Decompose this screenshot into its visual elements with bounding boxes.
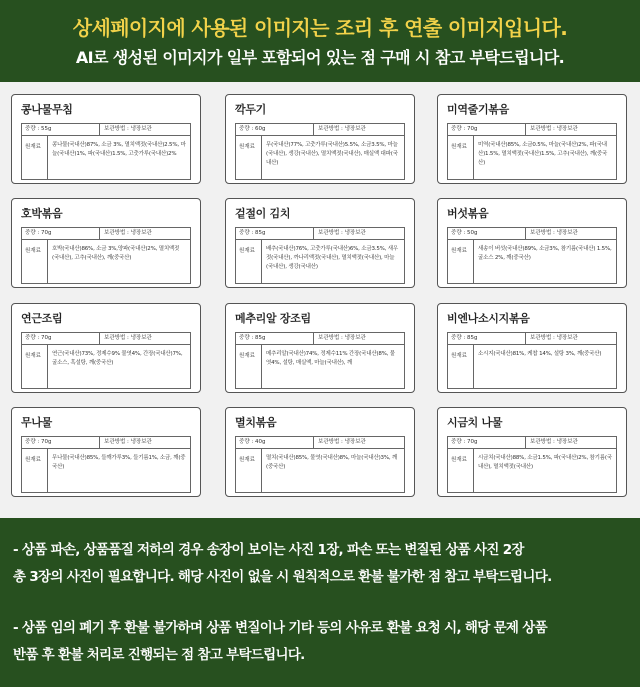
product-storage: 보관방법 : 냉장보관: [104, 439, 152, 445]
notice-line: 반품 후 환불 처리로 진행되는 점 참고 부탁드립니다.: [13, 647, 305, 663]
product-ingredients: 메추리알(국내산)74%, 정제수11% 간장(국내산)8%, 물엿4%, 설탕, 매실액, 마늘(국내산), 깨: [266, 351, 395, 366]
product-meta-row: [21, 332, 191, 345]
product-card: [11, 94, 201, 184]
product-ingredients-row: [21, 345, 191, 389]
product-meta-row: [447, 436, 617, 449]
product-ingredients: 시금치(국내산)88%, 소금1.5%, 파(국내산)2%, 참기름(국내산), 멸치액젓(국내산): [478, 455, 612, 470]
product-weight: 중량 : 70g: [22, 333, 100, 344]
product-meta-row: [447, 227, 617, 240]
ingredients-label: 원재료: [236, 240, 262, 283]
product-ingredients: 미역(국내산)85%, 소금0.5%, 마늘(국내산)2%, 파(국내산)1.5%, 멸치액젓(국내산)1.5%, 고추(국내산), 깨(중국산): [478, 142, 608, 166]
ingredients-label: 원재료: [236, 449, 262, 492]
ingredients-label: 원재료: [236, 345, 262, 388]
notice-line: 총 3장의 사진이 필요합니다. 해당 사진이 없을 시 원칙적으로 환불 불가한 점 참고 부탁드립니다.: [13, 569, 552, 585]
product-weight: 중량 : 70g: [448, 437, 526, 448]
product-weight: 중량 : 50g: [448, 228, 526, 239]
product-storage: 보관방법 : 냉장보관: [318, 230, 366, 236]
product-ingredients-row: [21, 136, 191, 180]
product-info-grid: [0, 82, 640, 518]
refund-policy-banner: [0, 518, 640, 687]
product-ingredients-row: [21, 240, 191, 284]
product-meta-row: [235, 332, 405, 345]
notice-line: - 상품 임의 폐기 후 환불 불가하며 상품 변질이나 기타 등의 사유로 환불 요청 시, 해당 문제 상품: [13, 620, 547, 636]
product-ingredients-row: [21, 449, 191, 493]
product-meta-row: [21, 436, 191, 449]
product-meta-row: [21, 123, 191, 136]
product-ingredients: 호박(국내산)86%, 소금 3%,양파(국내산)2%, 멸치액젓(국내산), 고추(국내산), 깨(중국산): [52, 246, 180, 261]
product-name: 겉절이 김치: [235, 207, 291, 220]
product-weight: 중량 : 40g: [236, 437, 314, 448]
ingredients-label: 원재료: [22, 345, 48, 388]
product-weight: 중량 : 85g: [236, 228, 314, 239]
product-weight: 중량 : 60g: [236, 124, 314, 135]
ingredients-label: 원재료: [22, 240, 48, 283]
product-card: [437, 303, 627, 393]
product-card: [11, 407, 201, 497]
product-card: [11, 198, 201, 288]
product-ingredients: 무나물(국내산)85%, 들깨가루3%, 들기름1%, 소금, 깨(중국산): [52, 455, 186, 470]
product-weight: 중량 : 85g: [236, 333, 314, 344]
product-meta-row: [21, 227, 191, 240]
ingredients-label: 원재료: [448, 240, 474, 283]
product-ingredients: 새송이 버섯(국내산)89%, 소금3%, 참기름(국내산) 1.5%, 굴소스 2%, 깨(중국산): [478, 246, 612, 261]
product-card: [225, 303, 415, 393]
product-ingredients: 연근(국내산)73%, 정제수9% 물엿4%, 간장(국내산)7%, 굴소스, 흑설탕, 깨(중국산): [52, 351, 183, 366]
product-card: [225, 198, 415, 288]
product-weight: 중량 : 70g: [22, 437, 100, 448]
product-name: 멸치볶음: [235, 416, 277, 429]
product-ingredients-row: [447, 240, 617, 284]
product-name: 미역줄기볶음: [447, 103, 509, 116]
product-storage: 보관방법 : 냉장보관: [530, 230, 578, 236]
product-ingredients: 콩나물(국내산)87%, 소금 3%, 멸치액젓(국내산)2.5%, 마늘(국내산)1%, 파(국내산)1.5%, 고춧가루(국내산)2%: [52, 142, 186, 157]
product-weight: 중량 : 55g: [22, 124, 100, 135]
damage-photo-notice: [13, 537, 633, 591]
product-weight: 중량 : 70g: [448, 124, 526, 135]
product-name: 콩나물무침: [21, 103, 73, 116]
product-ingredients-row: [235, 345, 405, 389]
ingredients-label: 원재료: [448, 449, 474, 492]
product-storage: 보관방법 : 냉장보관: [104, 230, 152, 236]
product-meta-row: [447, 332, 617, 345]
product-ingredients: 배추(국내산)76%, 고춧가루(국내산)6%, 소금3.5%, 새우젓(국내산), 까나리액젓(국내산), 멸치액젓(국내산), 마늘(국내산), 생강(국내산): [266, 246, 399, 270]
product-card: [225, 407, 415, 497]
product-ingredients-row: [447, 345, 617, 389]
product-weight: 중량 : 70g: [22, 228, 100, 239]
ingredients-label: 원재료: [22, 136, 48, 179]
product-card: [437, 407, 627, 497]
product-name: 비엔나소시지볶음: [447, 312, 530, 325]
product-storage: 보관방법 : 냉장보관: [530, 439, 578, 445]
ingredients-label: 원재료: [22, 449, 48, 492]
product-name: 시금치 나물: [447, 416, 503, 429]
ingredients-label: 원재료: [448, 136, 474, 179]
product-storage: 보관방법 : 냉장보관: [530, 335, 578, 341]
product-storage: 보관방법 : 냉장보관: [104, 126, 152, 132]
product-card: [437, 94, 627, 184]
product-meta-row: [235, 123, 405, 136]
product-card: [225, 94, 415, 184]
product-meta-row: [235, 227, 405, 240]
product-ingredients-row: [235, 240, 405, 284]
product-name: 호박볶음: [21, 207, 63, 220]
product-storage: 보관방법 : 냉장보관: [530, 126, 578, 132]
product-storage: 보관방법 : 냉장보관: [318, 335, 366, 341]
product-name: 메추리알 장조림: [235, 312, 311, 325]
product-ingredients-row: [235, 136, 405, 180]
product-name: 연근조림: [21, 312, 63, 325]
product-ingredients-row: [447, 136, 617, 180]
product-name: 버섯볶음: [447, 207, 489, 220]
product-meta-row: [447, 123, 617, 136]
product-card: [11, 303, 201, 393]
product-weight: 중량 : 85g: [448, 333, 526, 344]
product-card: [437, 198, 627, 288]
product-ingredients: 무(국내산)77%, 고춧가루(국내산)5.5%, 소금3.5%, 마늘(국내산), 생강(국내산), 멸치액젓(국내산), 매실액 대파(국내산): [266, 142, 398, 166]
product-name: 깍두기: [235, 103, 266, 116]
product-meta-row: [235, 436, 405, 449]
image-disclaimer-headline: 상세페이지에 사용된 이미지는 조리 후 연출 이미지입니다.: [72, 16, 568, 40]
product-name: 무나물: [21, 416, 52, 429]
product-ingredients-row: [235, 449, 405, 493]
top-notice-banner: [0, 0, 640, 82]
product-ingredients: 소시지(국내산)81%, 케찹 14%, 설탕 3%, 깨(중국산): [478, 351, 602, 357]
product-ingredients-row: [447, 449, 617, 493]
disposal-refund-notice: [13, 615, 633, 669]
product-storage: 보관방법 : 냉장보관: [104, 335, 152, 341]
product-storage: 보관방법 : 냉장보관: [318, 126, 366, 132]
notice-line: - 상품 파손, 상품품질 저하의 경우 송장이 보이는 사진 1장, 파손 또는 변질된 상품 사진 2장: [13, 542, 524, 558]
ingredients-label: 원재료: [236, 136, 262, 179]
product-ingredients: 멸치(국내산)85%, 물엿(국내산)8%, 마늘(국내산)3%, 깨(중국산): [266, 455, 398, 470]
ai-image-disclaimer: AI로 생성된 이미지가 일부 포함되어 있는 점 구매 시 참고 부탁드립니다.: [75, 48, 565, 67]
ingredients-label: 원재료: [448, 345, 474, 388]
product-storage: 보관방법 : 냉장보관: [318, 439, 366, 445]
